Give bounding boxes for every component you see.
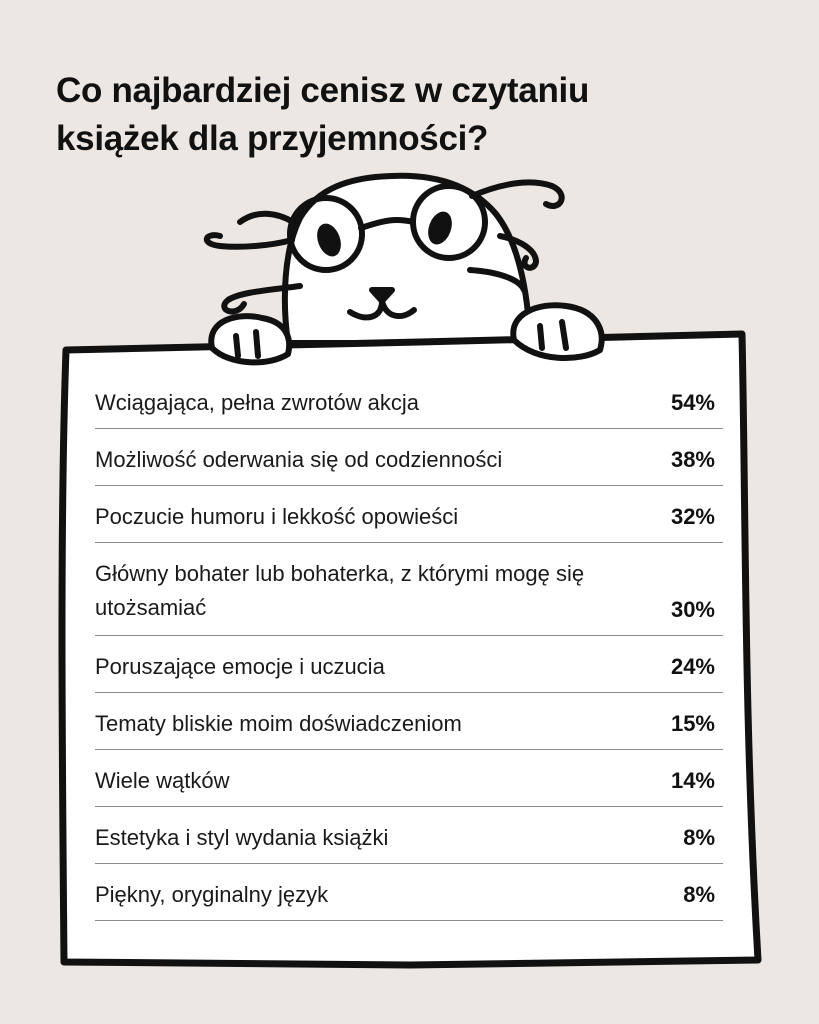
table-row: [95, 543, 723, 636]
row-percentage: 54%: [670, 390, 715, 415]
row-label: Poczucie humoru i lekkość opowieści: [95, 504, 459, 529]
row-percentage: 14%: [670, 768, 715, 793]
row-percentage: 15%: [670, 711, 715, 736]
row-label: Wiele wątków: [95, 768, 230, 793]
table-row: [95, 864, 723, 921]
row-label: Estetyka i styl wydania książki: [95, 825, 389, 850]
table-row: [95, 636, 723, 693]
title-line-2: książek dla przyjemności?: [56, 119, 489, 159]
row-label: Wciągająca, pełna zwrotów akcja: [95, 390, 420, 415]
row-percentage: 8%: [683, 882, 715, 907]
table-row: [95, 807, 723, 864]
row-percentage: 30%: [670, 597, 715, 622]
table-row: [95, 429, 723, 486]
table-row: [95, 372, 723, 429]
row-percentage: 32%: [670, 504, 715, 529]
row-label: Możliwość oderwania się od codzienności: [95, 447, 503, 472]
row-percentage: 24%: [670, 654, 715, 679]
row-label: Główny bohater lub bohaterka, z którymi mogę się utożsamiać: [95, 561, 585, 620]
row-percentage: 8%: [683, 825, 715, 850]
row-label: Tematy bliskie moim doświadczeniom: [95, 711, 462, 736]
table-row: [95, 693, 723, 750]
row-label: Piękny, oryginalny język: [95, 882, 329, 907]
title-line-1: Co najbardziej cenisz w czytaniu: [56, 71, 590, 111]
table-row: [95, 750, 723, 807]
table-row: [95, 486, 723, 543]
results-table: [95, 372, 723, 921]
row-label: Poruszające emocje i uczucia: [95, 654, 385, 679]
row-percentage: 38%: [670, 447, 715, 472]
